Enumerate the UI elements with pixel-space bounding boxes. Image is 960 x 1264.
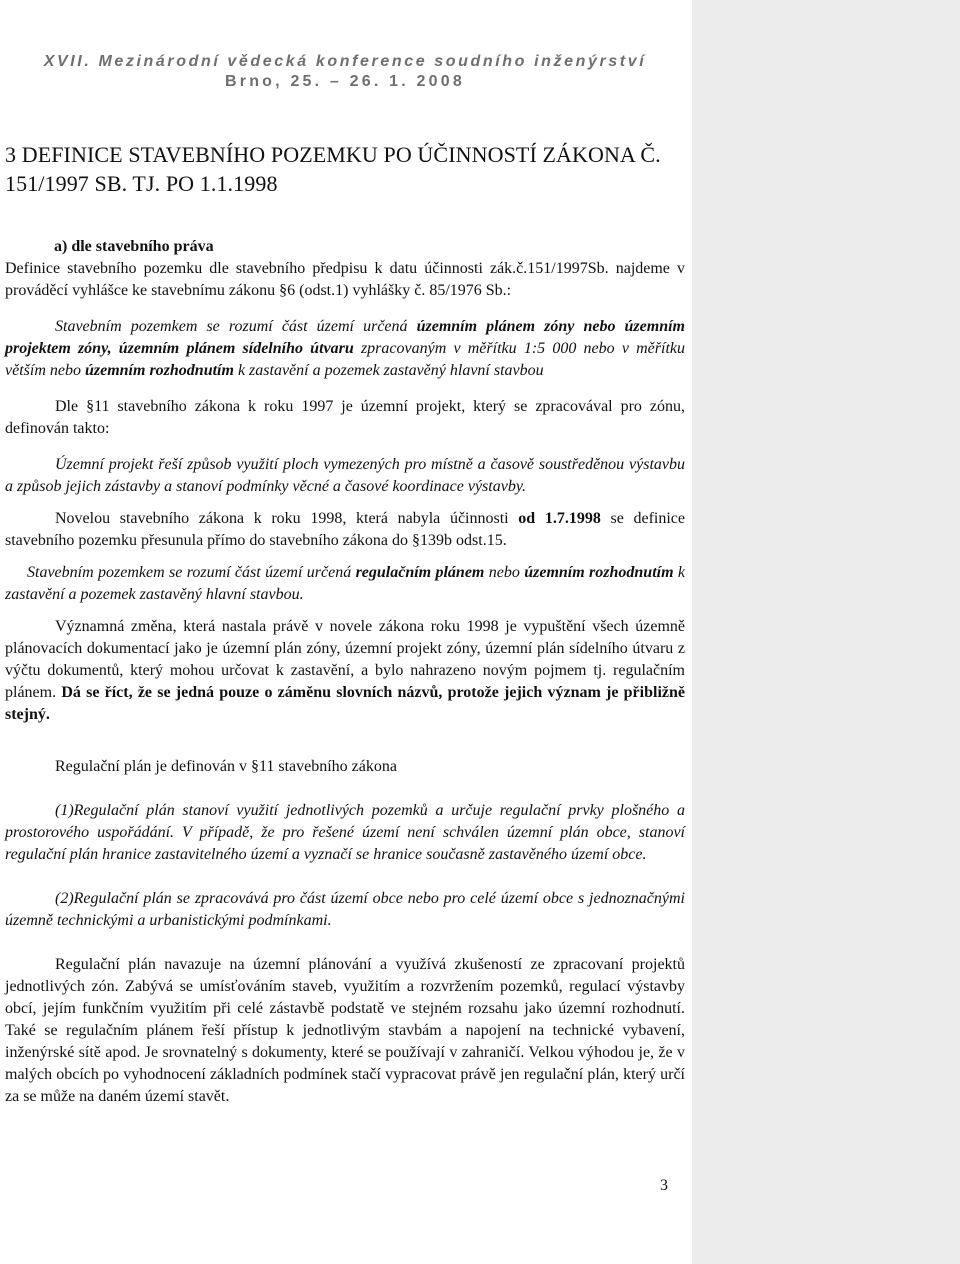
document-page (5, 52, 685, 1108)
quote-emphasis: územním plánem zóny nebo územním projektem zóny, územním plánem sídelního útvaru (5, 318, 685, 357)
paragraph-section-11: Dle §11 stavebního zákona k roku 1997 je územní projekt, který se zpracovával pro zónu, definován takto: (5, 398, 685, 437)
quote-emphasis: územním rozhodnutím (84, 362, 234, 379)
conference-date: Brno, 25. – 26. 1. 2008 (225, 73, 465, 90)
quote-building-plot-1998 (5, 562, 685, 606)
quote-text: Stavebním pozemkem se rozumí část území určená (27, 564, 356, 581)
page-number: 3 (660, 1177, 668, 1194)
quote-text: k zastavění a pozemek zastavěný hlavní stavbou (233, 362, 544, 379)
conference-header (5, 52, 685, 92)
quote-regulation-plan-1: (1)Regulační plán stanoví využití jednotlivých pozemků a určuje regulační prvky plošného a prostorového uspořádání. V případě, že pro řešené území není schválen územní plán obce, stanoví regulační plán hranice zastavitelného území a vyznačí se hranice současně zastavěného území obce. (5, 802, 685, 863)
paragraph-regulation-plan-usage: Regulační plán navazuje na územní plánování a využívá zkušeností ze zpracovaní projektů jednotlivých zón. Zabývá se umísťováním staveb, využitím a rozvržením pozemků, regulací výstavby obcí, jejím funkčním využitím při celé zástavbě podstatě ve stejném rozsahu jako územní rozhodnutí. Také se regulačním plánem řeší přístup k jednotlivým stavbám a napojení na technické vybavení, inženýrské sítě apod. Je srovnatelný s dokumenty, které se používají v zahraničí. Velkou výhodou je, že v malých obcích po vyhodnocení základních podmínek stačí vypracovat právě jen regulační plán, který určí za se může na daném území stavět. (5, 956, 685, 1105)
quote-emphasis: regulačním plánem (355, 564, 485, 581)
paragraph-text: Významná změna, která nastala právě v novele zákona roku 1998 je vypuštění všech územně plánovacích dokumentací jako je územní plán zóny, územní projekt zóny, územní plán sídelního útvaru z výčtu dokumentů, který mohou určovat k zastavění, a bylo nahrazeno novým pojmem tj. regulačním plánem. (5, 618, 685, 701)
quote-emphasis: územním rozhodnutím (524, 564, 674, 581)
paragraph-text: se definice stavebního pozemku přesunula přímo do stavebního zákona do §139b odst.15. (5, 510, 685, 549)
margin-band (692, 0, 960, 1264)
conference-title: XVII. Mezinárodní vědecká konference soudního inženýrství (43, 53, 647, 70)
paragraph-regulation-plan-definition: Regulační plán je definován v §11 stavebního zákona (55, 758, 397, 775)
paragraph-significant-change (5, 616, 685, 726)
quote-territorial-project: Územní projekt řeší způsob využití ploch vymezených pro místně a časově soustředěnou výstavbu a způsob jejich zástavby a stanoví podmínky věcné a časové koordinace výstavby. (5, 456, 685, 495)
quote-text: Stavebním pozemkem se rozumí část území určená (55, 318, 417, 335)
quote-text: k zastavění a pozemek zastavěný hlavní stavbou. (5, 564, 685, 603)
paragraph-text: Novelou stavebního zákona k roku 1998, která nabyla účinnosti (55, 510, 519, 527)
paragraph-emphasis: Dá se říct, že se jedná pouze o záměnu slovních názvů, protože jejich význam je přibližně stejný. (5, 684, 685, 723)
quote-text: nebo (484, 564, 525, 581)
paragraph-amendment-1998 (5, 508, 685, 552)
paragraph-definition-intro: Definice stavebního pozemku dle stavebního předpisu k datu účinnosti zák.č.151/1997Sb. najdeme v prováděcí vyhlášce ke stavebnímu zákonu §6 (odst.1) vyhlášky č. 85/1976 Sb.: (5, 260, 685, 299)
section-title: 3 DEFINICE STAVEBNÍHO POZEMKU PO ÚČINNOSTÍ ZÁKONA Č. 151/1997 SB. TJ. PO 1.1.1998 (5, 142, 661, 196)
paragraph-emphasis: od 1.7.1998 (518, 510, 601, 527)
subsection-heading: a) dle stavebního práva (54, 238, 214, 255)
quote-building-plot-1997 (5, 316, 685, 382)
quote-text: zpracovaným v měřítku 1:5 000 nebo v měřítku větším nebo (5, 340, 685, 379)
quote-regulation-plan-2: (2)Regulační plán se zpracovává pro část území obce nebo pro celé území obce s jednoznačnými územně technickými a urbanistickými podmínkami. (5, 890, 685, 929)
